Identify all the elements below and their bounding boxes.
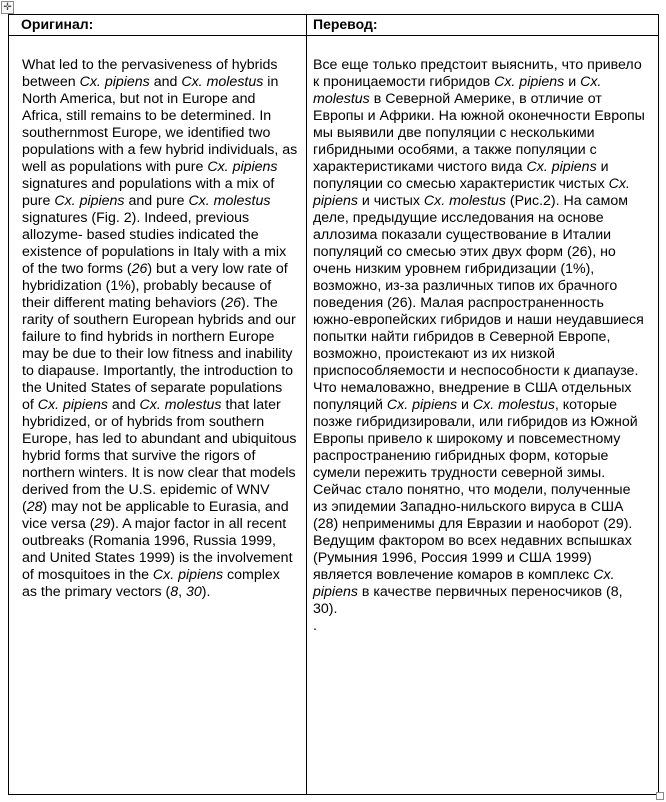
italic-text-segment: Cx. pipiens — [37, 397, 108, 413]
italic-text-segment: 29 — [94, 516, 111, 532]
text-segment: в качестве первичных переносчиков (8, 30). — [313, 584, 623, 617]
text-segment: Сейчас стало понятно, что модели, полученные из эпидемии Западно-нильского вируса в США (28) неприменимы для Евразии и наоборот (29). Ведущим фактором во всех недавних вспышках (Румыния 1996, Россия 1999 и США 1999) является вовлечение комаров в комплекс — [313, 482, 633, 583]
paragraph — [313, 618, 648, 635]
text-segment: ). The rarity of southern European hybrids and our failure to find hybrids in northern Europe may be due to their low fitness and inability to diapause. Importantly, the introduction to the United States of separate populations of — [22, 295, 296, 413]
italic-text-segment: Cx. pipiens — [79, 74, 150, 90]
text-segment: и — [457, 397, 473, 413]
move-handle-glyph: ✛ — [3, 1, 12, 13]
text-segment: What led to the pervasiveness of hybrids between — [22, 57, 278, 90]
text-segment: и чистых — [357, 193, 424, 209]
paragraph — [313, 57, 648, 482]
text-segment: и — [564, 74, 581, 90]
italic-text-segment: Cx. molestus — [472, 397, 555, 413]
italic-text-segment: 26 — [131, 261, 148, 277]
text-segment: complex as the primary vectors ( — [22, 567, 280, 600]
header-original — [9, 15, 307, 36]
text-segment: that later hybridized, or of hybrids from southern Europe, has led to abundant and ubiquitous hybrid forms that survive the rigors of northern winters. It is now clear that models derived from the U.S. epidemic of WNV ( — [22, 397, 297, 515]
header-translation-label: Перевод: — [313, 16, 378, 32]
header-translation — [307, 15, 658, 36]
translation-text-cell[interactable] — [307, 36, 658, 794]
text-segment: and pure — [124, 193, 189, 209]
italic-text-segment: Cx. molestus — [188, 193, 271, 209]
translation-table — [8, 14, 659, 795]
text-segment: and — [149, 74, 182, 90]
italic-text-segment: Cx. pipiens — [152, 567, 224, 583]
italic-text-segment: Cx. pipiens — [526, 159, 597, 175]
italic-text-segment: Cx. pipiens — [386, 397, 458, 413]
italic-text-segment: 30 — [186, 584, 202, 600]
header-original-label: Оригинал: — [21, 16, 94, 32]
table-resize-handle-icon[interactable] — [656, 792, 664, 800]
italic-text-segment: Cx. molestus — [313, 74, 602, 107]
italic-text-segment: Cx. pipiens — [494, 74, 565, 90]
italic-text-segment: Cx. molestus — [139, 397, 222, 413]
text-segment: , — [178, 584, 187, 600]
italic-text-segment: Cx. pipiens — [313, 176, 630, 209]
original-text-cell[interactable] — [9, 36, 307, 794]
text-segment: (Рис.2). На самом деле, предыдущие исследования на основе аллозима показали существование в Италии популяций со смесью этих двух форм (26), но очень низким уровнем гибридизации (1%), возможно, из-за различных типов их брачного поведения (26). Малая распространенность южно-европейских гибридов и наши неудавшиеся попытки найти гибридов в Северной Европе, возможно, проистекают из их низкой приспособляемости и неспособности к диапаузе. Что немаловажно, внедрение в США отдельных популяций — [313, 193, 644, 413]
text-segment: and — [107, 397, 140, 413]
text-segment: ) but a very low rate of hybridization (1%), probably because of their different mating behaviors ( — [22, 261, 288, 311]
text-segment: ). — [201, 584, 211, 600]
italic-text-segment: 8 — [170, 584, 179, 600]
text-segment: , которые позже гибридизировали, или гибридов из Южной Европы привело к широкому и повсеместному распространению гибридных форм, которые сумели пережить трудности северной зимы. — [313, 397, 638, 481]
italic-text-segment: 28 — [26, 499, 43, 515]
paragraph — [22, 57, 298, 601]
italic-text-segment: 26 — [225, 295, 241, 311]
text-segment: signatures and populations with a mix of pure — [22, 176, 275, 209]
paragraph — [313, 482, 648, 618]
text-segment: signatures (Fig. 2). Indeed, previous allozyme- based studies indicated the existence of populations in Italy with a mix of the two forms ( — [22, 210, 287, 277]
italic-text-segment: Cx. molestus — [181, 74, 264, 90]
text-segment: ) may not be applicable to Eurasia, and vice versa ( — [22, 499, 289, 532]
text-segment: и популяции со смесью характеристик чистых — [313, 159, 609, 192]
text-segment: in North America, but not in Europe and Africa, still remains to be determined. In southernmost Europe, we identified two populations with a few hybrid individuals, as well as populations with pure — [22, 74, 298, 175]
italic-text-segment: Cx. pipiens — [207, 159, 278, 175]
table-move-handle-icon[interactable] — [1, 1, 14, 14]
text-segment: . — [313, 618, 317, 634]
italic-text-segment: Cx. pipiens — [54, 193, 125, 209]
text-segment: ). A major factor in all recent outbreaks (Romania 1996, Russia 1999, and United States 1999) is the involvement of mosquitoes in the — [22, 516, 293, 583]
italic-text-segment: Cx. molestus — [423, 193, 506, 209]
text-segment: в Северной Америке, в отличие от Европы и Африки. На южной оконечности Европы мы выявили две популяции с несколькими гибридными особями, а также популяции с характеристиками чистого вида — [313, 91, 645, 175]
italic-text-segment: Cx. pipiens — [313, 567, 615, 600]
text-segment: Все еще только предстоит выяснить, что привело к проницаемости гибридов — [313, 57, 642, 90]
